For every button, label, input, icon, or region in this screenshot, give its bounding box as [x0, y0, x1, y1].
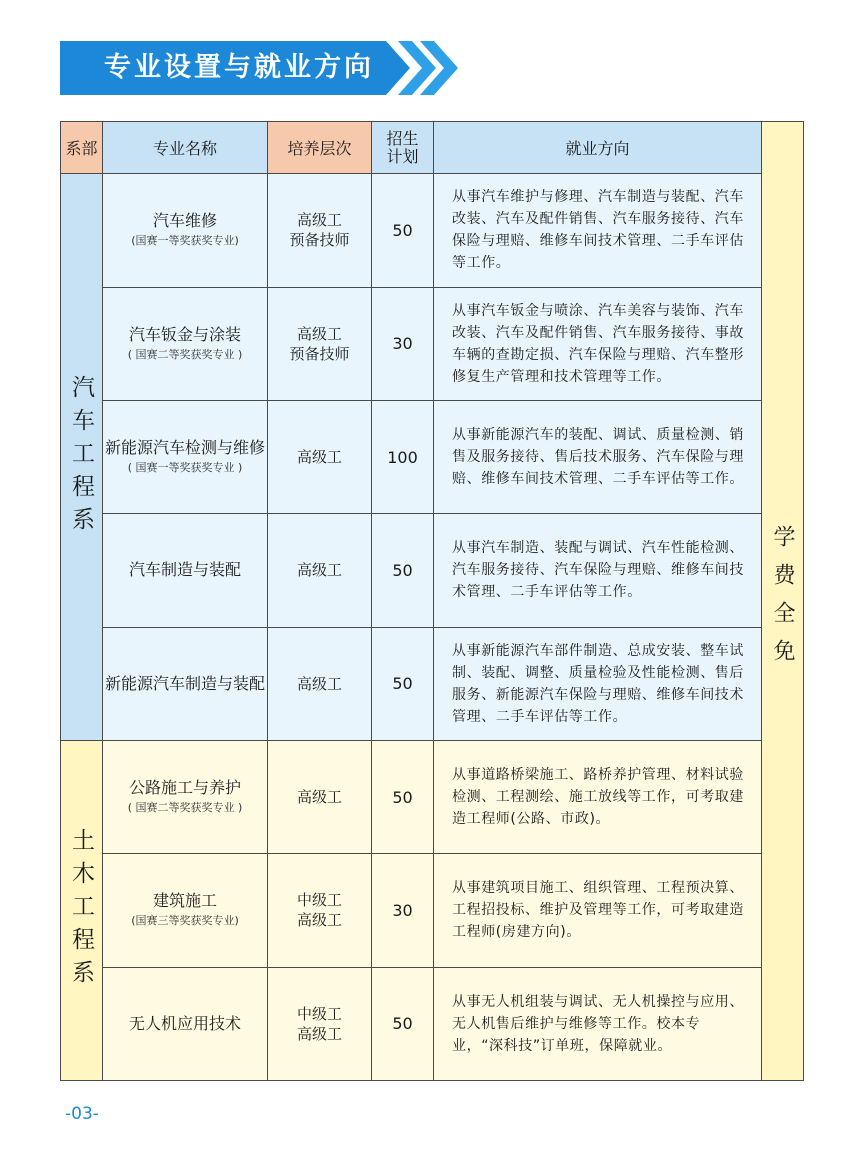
career-text: 从事汽车钣金与喷涂、汽车美容与装饰、汽车改装、汽车及配件销售、汽车服务接待、事故车辆的查勘定损、汽车保险与理赔、汽车整形修复生产管理和技术管理等工作。	[452, 302, 744, 385]
plan-cell: 30	[372, 287, 434, 400]
major-name-cell	[103, 740, 268, 853]
header-major-name: 专业名称	[103, 122, 268, 174]
award-note: ( 国赛二等奖获奖专业 )	[127, 347, 243, 361]
table-row	[61, 740, 804, 853]
header-career: 就业方向	[434, 122, 762, 174]
career-cell	[434, 740, 762, 853]
major-name-cell	[103, 400, 268, 513]
award-note: ( 国赛二等奖获奖专业 )	[127, 801, 243, 815]
major-name-cell	[103, 287, 268, 400]
table-row	[61, 627, 804, 740]
career-text: 从事汽车维护与修理、汽车制造与装配、汽车改装、汽车及配件销售、汽车服务接待、汽车保险与理赔、维修车间技术管理、二手车评估等工作。	[452, 189, 744, 272]
major-name: 无人机应用技术	[128, 1013, 241, 1033]
major-name: 汽车钣金与涂装	[128, 324, 241, 344]
majors-table	[60, 121, 804, 1081]
award-note: ( 国赛一等奖获奖专业 )	[127, 461, 243, 475]
table-row	[61, 854, 804, 967]
award-note: (国赛一等奖获奖专业)	[131, 234, 239, 248]
dept-auto-label: 汽车工程系	[68, 374, 94, 540]
table-row	[61, 400, 804, 513]
career-cell	[434, 967, 762, 1080]
major-name-cell	[103, 514, 268, 627]
level-cell	[268, 967, 372, 1080]
header-dept: 系部	[61, 122, 103, 174]
career-text: 从事建筑项目施工、组织管理、工程预决算、工程招投标、维护及管理等工作，可考取建造工程师(房建方向)。	[452, 880, 744, 941]
banner-title: 专业设置与就业方向	[104, 52, 374, 83]
fee-text: 学费全免	[770, 525, 795, 677]
career-text: 从事道路桥梁施工、路桥养护管理、材料试验检测、工程测绘、施工放线等工作，可考取建造工程师(公路、市政)。	[452, 767, 744, 828]
table-row	[61, 174, 804, 287]
plan-cell: 50	[372, 627, 434, 740]
major-name-cell	[103, 967, 268, 1080]
career-cell	[434, 627, 762, 740]
plan-cell: 50	[372, 514, 434, 627]
level-text: 高级工	[296, 674, 342, 693]
major-name: 汽车维修	[152, 211, 217, 231]
career-cell	[434, 400, 762, 513]
header-plan-label: 招生 计划	[386, 128, 419, 166]
level-text: 高级工	[296, 788, 342, 807]
career-text: 从事汽车制造、装配与调试、汽车性能检测、汽车服务接待、汽车保险与理赔、维修车间技术管理、二手车评估等工作。	[452, 540, 744, 601]
major-name-cell	[103, 627, 268, 740]
level-cell	[268, 627, 372, 740]
dept-civil	[61, 740, 103, 1080]
major-name: 汽车制造与装配	[128, 560, 241, 580]
award-note: (国赛三等奖获奖专业)	[131, 914, 239, 928]
level-text: 中级工 高级工	[296, 1004, 342, 1043]
major-name: 新能源汽车检测与维修	[104, 438, 265, 458]
table-row	[61, 514, 804, 627]
level-cell	[268, 740, 372, 853]
table-row	[61, 287, 804, 400]
level-cell	[268, 174, 372, 287]
career-cell	[434, 514, 762, 627]
career-text: 从事无人机组装与调试、无人机操控与应用、无人机售后维护与维修等工作。校本专业，“深科技”订单班，保障就业。	[452, 993, 744, 1054]
dept-auto	[61, 174, 103, 741]
plan-cell: 30	[372, 854, 434, 967]
page-number: -03-	[65, 1104, 99, 1124]
major-name: 建筑施工	[152, 891, 217, 911]
career-cell	[434, 174, 762, 287]
header-level: 培养层次	[268, 122, 372, 174]
major-name: 公路施工与养护	[128, 778, 241, 798]
career-text: 从事新能源汽车的装配、调试、质量检测、销售及服务接待、售后技术服务、汽车保险与理赔、维修车间技术管理、二手车评估等工作。	[452, 427, 744, 488]
career-cell	[434, 854, 762, 967]
level-text: 高级工	[296, 561, 342, 580]
header-plan	[372, 122, 434, 174]
major-name: 新能源汽车制造与装配	[104, 673, 265, 693]
level-text: 中级工 高级工	[296, 891, 342, 930]
level-cell	[268, 400, 372, 513]
plan-cell: 50	[372, 740, 434, 853]
plan-cell: 100	[372, 400, 434, 513]
section-banner	[60, 41, 460, 95]
level-cell	[268, 287, 372, 400]
level-text: 高级工 预备技师	[289, 324, 350, 363]
level-cell	[268, 854, 372, 967]
table-row	[61, 967, 804, 1080]
major-name-cell	[103, 174, 268, 287]
plan-cell: 50	[372, 174, 434, 287]
dept-civil-label: 土木工程系	[68, 827, 94, 993]
table-header-row	[61, 122, 804, 174]
level-cell	[268, 514, 372, 627]
level-text: 高级工 预备技师	[289, 211, 350, 250]
career-text: 从事新能源汽车部件制造、总成安装、整车试制、装配、调整、质量检验及性能检测、售后服务、新能源汽车保险与理赔、维修车间技术管理、二手车评估等工作。	[452, 642, 744, 725]
plan-cell: 50	[372, 967, 434, 1080]
fee-column	[762, 122, 804, 1081]
level-text: 高级工	[296, 448, 342, 467]
major-name-cell	[103, 854, 268, 967]
career-cell	[434, 287, 762, 400]
